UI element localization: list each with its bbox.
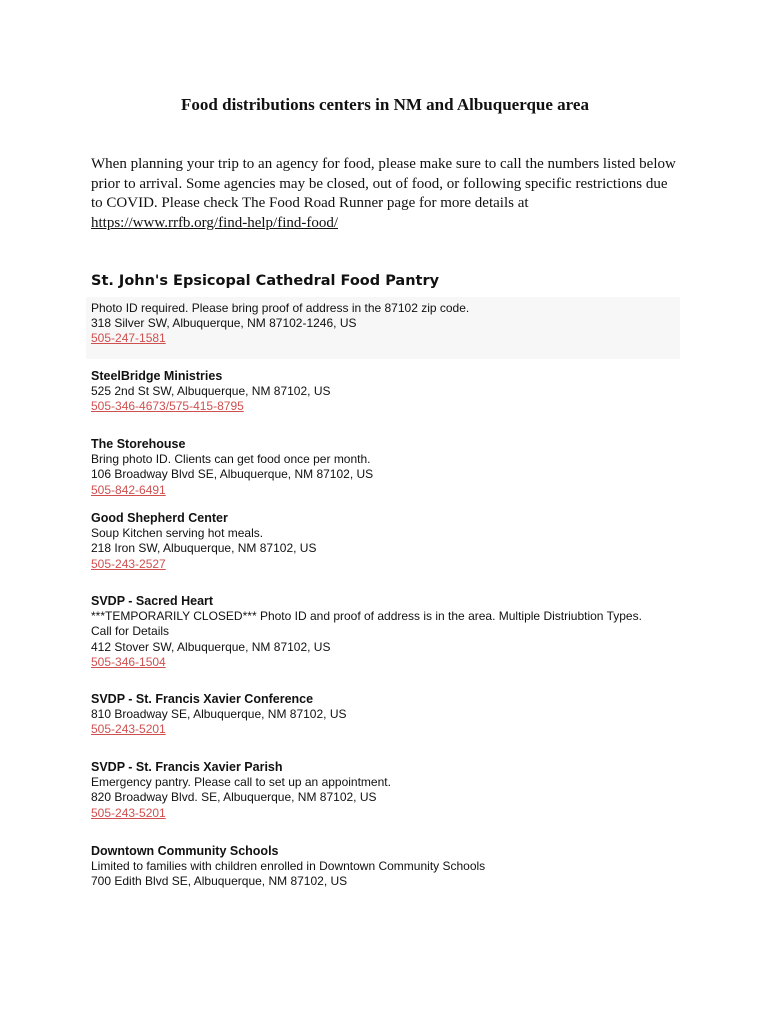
intro-paragraph	[91, 155, 691, 233]
entry-address: 810 Broadway SE, Albuquerque, NM 87102, US	[91, 707, 347, 722]
intro-line: When planning your trip to an agency for food, please make sure to call the numbers listed below	[91, 156, 676, 172]
page-title: Food distributions centers in NM and Albuquerque area	[181, 95, 589, 114]
entry-name: SVDP - St. Francis Xavier Conference	[91, 692, 314, 706]
entry-name: SteelBridge Ministries	[91, 369, 223, 383]
pantry-entry-storehouse	[91, 437, 731, 498]
first-pantry-entry	[91, 301, 731, 347]
entry-address: 412 Stover SW, Albuquerque, NM 87102, US	[91, 639, 331, 654]
entry-address: 218 Iron SW, Albuquerque, NM 87102, US	[91, 541, 317, 556]
entry-address: 106 Broadway Blvd SE, Albuquerque, NM 87102, US	[91, 467, 374, 482]
entry-note: Photo ID required. Please bring proof of address in the 87102 zip code.	[91, 301, 470, 315]
entry-note: Limited to families with children enrolled in Downtown Community Schools	[91, 859, 486, 874]
entry-note: Call for Details	[91, 624, 170, 639]
phone-link[interactable]: 505-243-2527	[91, 556, 166, 571]
entry-address: 820 Broadway Blvd. SE, Albuquerque, NM 87102, US	[91, 790, 377, 805]
entry-note: ***TEMPORARILY CLOSED*** Photo ID and proof of address is in the area. Multiple Distriubtion Types.	[91, 609, 642, 624]
rrfb-link[interactable]: https://www.rrfb.org/find-help/find-food/	[91, 214, 339, 231]
intro-line: to COVID. Please check The Food Road Runner page for more details at	[91, 195, 529, 211]
entry-address: 525 2nd St SW, Albuquerque, NM 87102, US	[91, 384, 331, 399]
entry-note: Bring photo ID. Clients can get food once per month.	[91, 452, 371, 467]
phone-link[interactable]: 505-346-1504	[91, 654, 166, 669]
pantry-entry-good-shepherd	[91, 511, 731, 572]
entry-note: Soup Kitchen serving hot meals.	[91, 526, 264, 541]
entry-name: SVDP - Sacred Heart	[91, 594, 214, 608]
entry-name: Downtown Community Schools	[91, 844, 279, 858]
entry-name: The Storehouse	[91, 437, 186, 451]
pantry-entry-xavier-parish	[91, 760, 731, 821]
phone-link[interactable]: 505-346-4673/575-415-8795	[91, 399, 244, 414]
entry-address: 700 Edith Blvd SE, Albuquerque, NM 87102, US	[91, 874, 348, 889]
phone-link[interactable]: 505-247-1581	[91, 331, 166, 346]
pantry-entry-downtown-schools	[91, 844, 731, 890]
phone-link[interactable]: 505-243-5201	[91, 805, 166, 820]
first-pantry-heading: St. John's Epsicopal Cathedral Food Pantry	[91, 273, 440, 289]
intro-line: prior to arrival. Some agencies may be closed, out of food, or following specific restrictions due	[91, 175, 668, 192]
pantry-entry-steelbridge	[91, 369, 731, 415]
pantry-entry-sacred-heart	[91, 594, 731, 670]
entry-name: SVDP - St. Francis Xavier Parish	[91, 760, 283, 774]
pantry-entry-xavier-conference	[91, 692, 731, 738]
phone-link[interactable]: 505-842-6491	[91, 482, 166, 497]
entry-note: Emergency pantry. Please call to set up an appointment.	[91, 775, 391, 790]
phone-link[interactable]: 505-243-5201	[91, 722, 166, 737]
entry-address: 318 Silver SW, Albuquerque, NM 87102-1246, US	[91, 316, 357, 331]
entry-name: Good Shepherd Center	[91, 511, 228, 525]
